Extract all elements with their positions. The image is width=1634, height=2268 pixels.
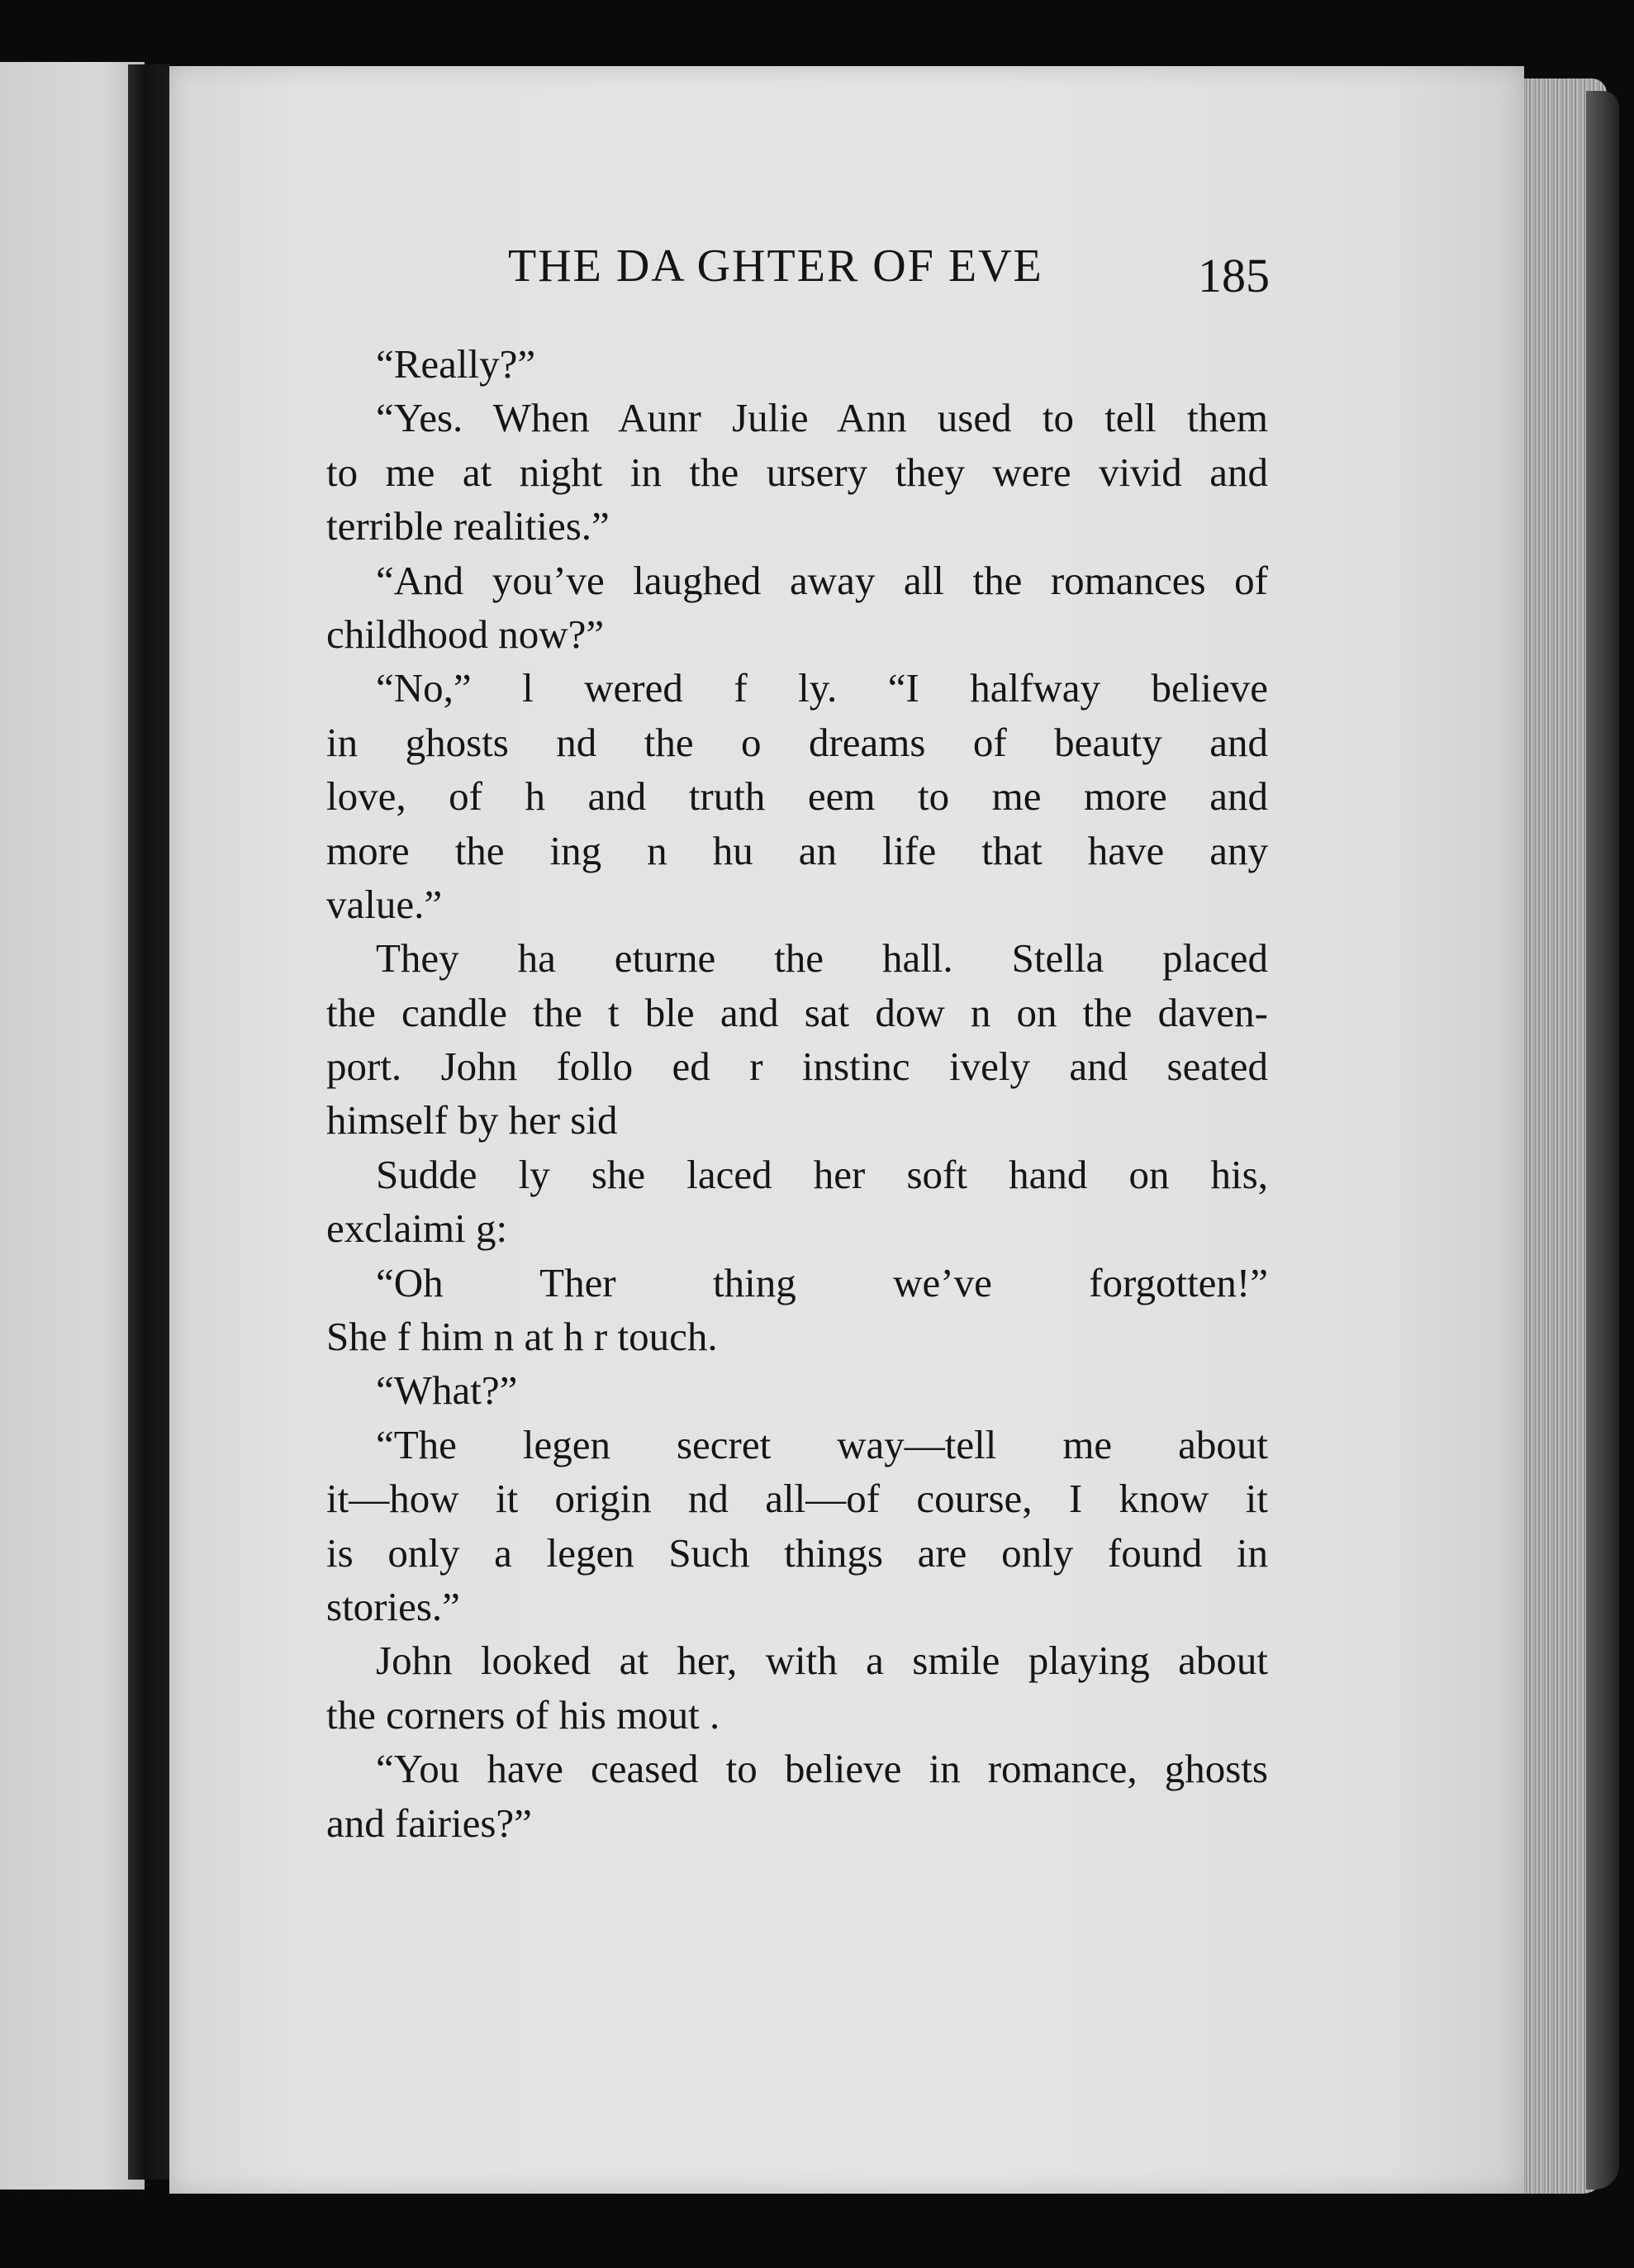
text-line: in ghosts nd the o dreams of beauty and [326,719,1268,765]
page-number: 185 [1198,249,1270,302]
text-line: “Really?” [376,341,536,387]
text-line: “No,” l wered f ly. “I halfway believe [376,665,1268,711]
running-header: THE DA GHTER OF EVE [508,240,1043,292]
text-line: value.” [326,881,443,927]
text-line: stories.” [326,1583,460,1629]
text-line: “Oh Ther thing we’ve forgotten!” [376,1259,1268,1305]
text-line: She f him n at h r touch. [326,1314,718,1360]
facing-page-edge [0,62,145,2190]
text-line: and fairies?” [326,1800,532,1846]
text-line: himself by her sid [326,1097,618,1144]
book-cover-edge [1586,91,1619,2190]
text-line: the candle the t ble and sat dow n on the daven- [326,989,1268,1035]
text-line: terrible realities.” [326,503,610,549]
text-line: John looked at her, with a smile playing about [376,1638,1268,1684]
text-line: Sudde ly she laced her soft hand on his, [376,1151,1268,1197]
text-line: it—how it origin nd all—of course, I know it [326,1476,1268,1522]
body-text [326,337,1268,1850]
text-line: is only a legen Such things are only found in [326,1529,1268,1576]
text-line: They ha eturne the hall. Stella placed [376,935,1268,982]
text-line: to me at night in the ursery they were vivid and [326,449,1268,495]
text-line: exclaimi g: [326,1205,508,1252]
book-binding [128,64,169,2180]
text-line: “The legen secret way—tell me about [376,1421,1268,1467]
text-line: “You have ceased to believe in romance, ghosts [376,1746,1268,1792]
text-line: more the ing n hu an life that have any [326,827,1268,873]
text-line: port. John follo ed r instinc ively and seated [326,1044,1268,1090]
text-line: the corners of his mout . [326,1691,720,1738]
text-line: childhood now?” [326,611,605,657]
text-line: “Yes. When Aunr Julie Ann used to tell them [376,395,1268,441]
text-line: “And you’ve laughed away all the romances of [376,557,1268,603]
text-line: “What?” [376,1367,518,1414]
text-line: love, of h and truth eem to me more and [326,773,1268,820]
